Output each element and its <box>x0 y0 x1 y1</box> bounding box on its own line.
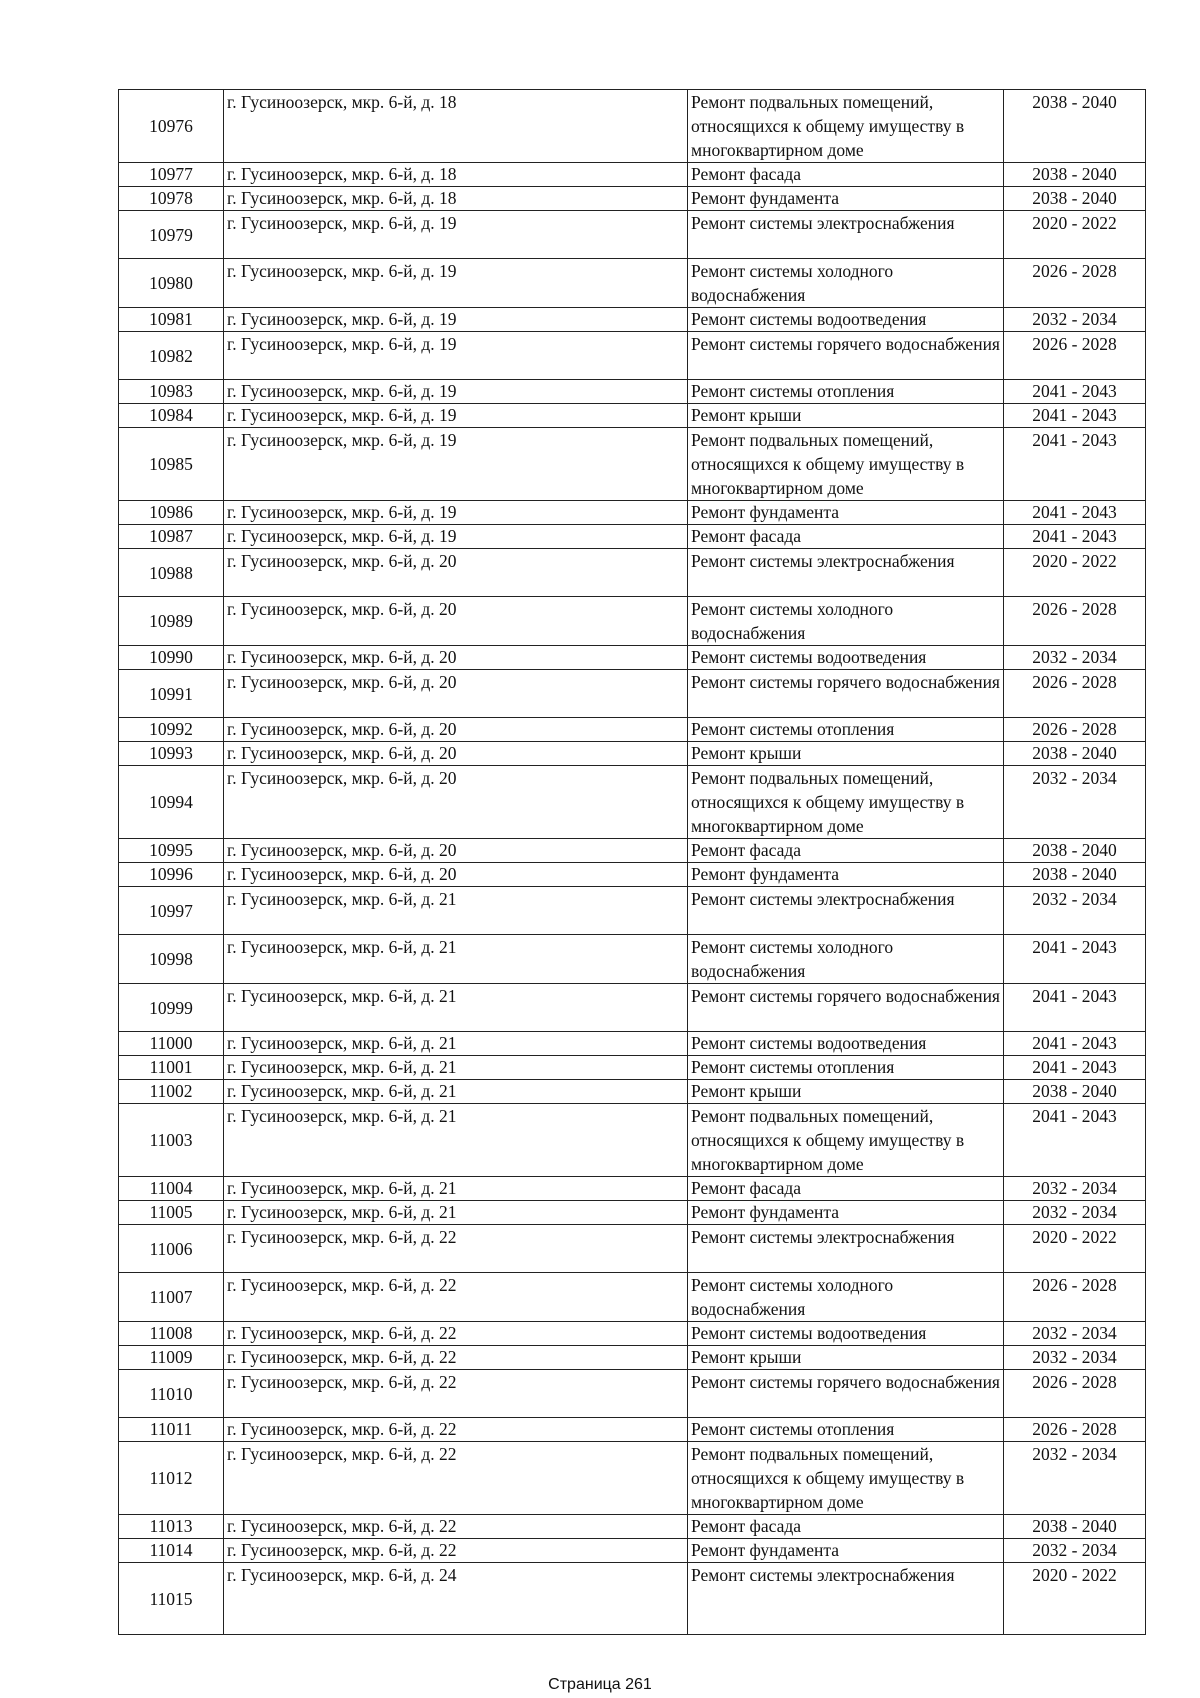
period-cell: 2026 - 2028 <box>1004 1370 1146 1418</box>
work-type-cell: Ремонт подвальных помещений, относящихся к общему имуществу в многоквартирном доме <box>688 428 1004 501</box>
row-number-cell: 10976 <box>119 90 224 163</box>
table-row <box>119 1177 1146 1201</box>
table-row <box>119 404 1146 428</box>
work-type-cell: Ремонт крыши <box>688 742 1004 766</box>
row-number-cell: 11006 <box>119 1225 224 1273</box>
work-type-cell: Ремонт подвальных помещений, относящихся к общему имуществу в многоквартирном доме <box>688 90 1004 163</box>
address-cell: г. Гусиноозерск, мкр. 6-й, д. 20 <box>224 597 688 646</box>
table-row <box>119 935 1146 984</box>
table-row <box>119 428 1146 501</box>
work-type-cell: Ремонт системы электроснабжения <box>688 211 1004 259</box>
table-row <box>119 1225 1146 1273</box>
address-cell: г. Гусиноозерск, мкр. 6-й, д. 19 <box>224 428 688 501</box>
work-type-cell: Ремонт системы водоотведения <box>688 308 1004 332</box>
row-number-cell: 10991 <box>119 670 224 718</box>
work-type-cell: Ремонт фундамента <box>688 863 1004 887</box>
row-number-cell: 10997 <box>119 887 224 935</box>
row-number-cell: 10977 <box>119 163 224 187</box>
work-type-cell: Ремонт системы горячего водоснабжения <box>688 984 1004 1032</box>
address-cell: г. Гусиноозерск, мкр. 6-й, д. 20 <box>224 863 688 887</box>
document-page <box>118 89 1146 1635</box>
period-cell: 2038 - 2040 <box>1004 839 1146 863</box>
work-type-cell: Ремонт системы холодного водоснабжения <box>688 1273 1004 1322</box>
period-cell: 2038 - 2040 <box>1004 187 1146 211</box>
row-number-cell: 11005 <box>119 1201 224 1225</box>
address-cell: г. Гусиноозерск, мкр. 6-й, д. 19 <box>224 404 688 428</box>
work-type-cell: Ремонт системы водоотведения <box>688 1032 1004 1056</box>
address-cell: г. Гусиноозерск, мкр. 6-й, д. 21 <box>224 1177 688 1201</box>
period-cell: 2038 - 2040 <box>1004 863 1146 887</box>
row-number-cell: 10979 <box>119 211 224 259</box>
period-cell: 2038 - 2040 <box>1004 742 1146 766</box>
table-row <box>119 863 1146 887</box>
address-cell: г. Гусиноозерск, мкр. 6-й, д. 22 <box>224 1225 688 1273</box>
work-type-cell: Ремонт системы электроснабжения <box>688 1225 1004 1273</box>
address-cell: г. Гусиноозерск, мкр. 6-й, д. 22 <box>224 1515 688 1539</box>
row-number-cell: 11015 <box>119 1563 224 1635</box>
table-row <box>119 163 1146 187</box>
address-cell: г. Гусиноозерск, мкр. 6-й, д. 21 <box>224 1104 688 1177</box>
period-cell: 2020 - 2022 <box>1004 1563 1146 1635</box>
address-cell: г. Гусиноозерск, мкр. 6-й, д. 18 <box>224 187 688 211</box>
table-row <box>119 501 1146 525</box>
address-cell: г. Гусиноозерск, мкр. 6-й, д. 22 <box>224 1539 688 1563</box>
period-cell: 2026 - 2028 <box>1004 332 1146 380</box>
period-cell: 2032 - 2034 <box>1004 1177 1146 1201</box>
address-cell: г. Гусиноозерск, мкр. 6-й, д. 22 <box>224 1370 688 1418</box>
address-cell: г. Гусиноозерск, мкр. 6-й, д. 21 <box>224 887 688 935</box>
work-type-cell: Ремонт системы холодного водоснабжения <box>688 259 1004 308</box>
work-type-cell: Ремонт системы отопления <box>688 1056 1004 1080</box>
period-cell: 2026 - 2028 <box>1004 259 1146 308</box>
table-row <box>119 211 1146 259</box>
address-cell: г. Гусиноозерск, мкр. 6-й, д. 20 <box>224 766 688 839</box>
period-cell: 2041 - 2043 <box>1004 380 1146 404</box>
row-number-cell: 10989 <box>119 597 224 646</box>
table-row <box>119 259 1146 308</box>
table-row <box>119 380 1146 404</box>
row-number-cell: 10995 <box>119 839 224 863</box>
row-number-cell: 10986 <box>119 501 224 525</box>
row-number-cell: 11007 <box>119 1273 224 1322</box>
period-cell: 2041 - 2043 <box>1004 1032 1146 1056</box>
work-type-cell: Ремонт системы отопления <box>688 1418 1004 1442</box>
page-footer: Страница 261 <box>548 1676 652 1693</box>
work-type-cell: Ремонт фасада <box>688 839 1004 863</box>
work-type-cell: Ремонт фундамента <box>688 1539 1004 1563</box>
row-number-cell: 11008 <box>119 1322 224 1346</box>
row-number-cell: 11002 <box>119 1080 224 1104</box>
work-type-cell: Ремонт фасада <box>688 1177 1004 1201</box>
period-cell: 2020 - 2022 <box>1004 549 1146 597</box>
repair-schedule-table <box>118 89 1146 1635</box>
period-cell: 2026 - 2028 <box>1004 1418 1146 1442</box>
row-number-cell: 10999 <box>119 984 224 1032</box>
period-cell: 2026 - 2028 <box>1004 670 1146 718</box>
work-type-cell: Ремонт системы электроснабжения <box>688 887 1004 935</box>
row-number-cell: 10992 <box>119 718 224 742</box>
row-number-cell: 11013 <box>119 1515 224 1539</box>
address-cell: г. Гусиноозерск, мкр. 6-й, д. 24 <box>224 1563 688 1635</box>
address-cell: г. Гусиноозерск, мкр. 6-й, д. 18 <box>224 90 688 163</box>
address-cell: г. Гусиноозерск, мкр. 6-й, д. 19 <box>224 308 688 332</box>
period-cell: 2041 - 2043 <box>1004 428 1146 501</box>
address-cell: г. Гусиноозерск, мкр. 6-й, д. 20 <box>224 670 688 718</box>
table-row <box>119 332 1146 380</box>
address-cell: г. Гусиноозерск, мкр. 6-й, д. 21 <box>224 1201 688 1225</box>
table-row <box>119 1539 1146 1563</box>
period-cell: 2041 - 2043 <box>1004 984 1146 1032</box>
row-number-cell: 11003 <box>119 1104 224 1177</box>
work-type-cell: Ремонт системы горячего водоснабжения <box>688 670 1004 718</box>
table-row <box>119 187 1146 211</box>
address-cell: г. Гусиноозерск, мкр. 6-й, д. 21 <box>224 1056 688 1080</box>
table-row <box>119 1273 1146 1322</box>
address-cell: г. Гусиноозерск, мкр. 6-й, д. 20 <box>224 839 688 863</box>
row-number-cell: 10996 <box>119 863 224 887</box>
address-cell: г. Гусиноозерск, мкр. 6-й, д. 19 <box>224 380 688 404</box>
work-type-cell: Ремонт фундамента <box>688 501 1004 525</box>
period-cell: 2038 - 2040 <box>1004 163 1146 187</box>
table-row <box>119 525 1146 549</box>
period-cell: 2041 - 2043 <box>1004 501 1146 525</box>
row-number-cell: 11004 <box>119 1177 224 1201</box>
address-cell: г. Гусиноозерск, мкр. 6-й, д. 21 <box>224 1080 688 1104</box>
row-number-cell: 10988 <box>119 549 224 597</box>
period-cell: 2032 - 2034 <box>1004 1201 1146 1225</box>
row-number-cell: 10990 <box>119 646 224 670</box>
table-row <box>119 1515 1146 1539</box>
table-row <box>119 1056 1146 1080</box>
address-cell: г. Гусиноозерск, мкр. 6-й, д. 22 <box>224 1418 688 1442</box>
work-type-cell: Ремонт системы электроснабжения <box>688 549 1004 597</box>
period-cell: 2038 - 2040 <box>1004 90 1146 163</box>
table-row <box>119 984 1146 1032</box>
work-type-cell: Ремонт фундамента <box>688 1201 1004 1225</box>
address-cell: г. Гусиноозерск, мкр. 6-й, д. 20 <box>224 646 688 670</box>
work-type-cell: Ремонт фундамента <box>688 187 1004 211</box>
period-cell: 2032 - 2034 <box>1004 1539 1146 1563</box>
address-cell: г. Гусиноозерск, мкр. 6-й, д. 22 <box>224 1273 688 1322</box>
work-type-cell: Ремонт фасада <box>688 163 1004 187</box>
period-cell: 2038 - 2040 <box>1004 1080 1146 1104</box>
row-number-cell: 11011 <box>119 1418 224 1442</box>
table-row <box>119 1032 1146 1056</box>
period-cell: 2020 - 2022 <box>1004 211 1146 259</box>
period-cell: 2026 - 2028 <box>1004 1273 1146 1322</box>
period-cell: 2032 - 2034 <box>1004 308 1146 332</box>
table-row <box>119 1104 1146 1177</box>
table-row <box>119 1080 1146 1104</box>
work-type-cell: Ремонт системы горячего водоснабжения <box>688 1370 1004 1418</box>
address-cell: г. Гусиноозерск, мкр. 6-й, д. 19 <box>224 501 688 525</box>
row-number-cell: 10998 <box>119 935 224 984</box>
table-row <box>119 1201 1146 1225</box>
work-type-cell: Ремонт системы холодного водоснабжения <box>688 597 1004 646</box>
work-type-cell: Ремонт подвальных помещений, относящихся к общему имуществу в многоквартирном доме <box>688 766 1004 839</box>
row-number-cell: 11000 <box>119 1032 224 1056</box>
period-cell: 2032 - 2034 <box>1004 646 1146 670</box>
row-number-cell: 10993 <box>119 742 224 766</box>
work-type-cell: Ремонт системы горячего водоснабжения <box>688 332 1004 380</box>
work-type-cell: Ремонт системы отопления <box>688 380 1004 404</box>
row-number-cell: 10994 <box>119 766 224 839</box>
address-cell: г. Гусиноозерск, мкр. 6-й, д. 21 <box>224 1032 688 1056</box>
address-cell: г. Гусиноозерск, мкр. 6-й, д. 21 <box>224 984 688 1032</box>
period-cell: 2026 - 2028 <box>1004 597 1146 646</box>
work-type-cell: Ремонт фасада <box>688 525 1004 549</box>
work-type-cell: Ремонт крыши <box>688 1080 1004 1104</box>
table-row <box>119 549 1146 597</box>
table-row <box>119 887 1146 935</box>
table-row <box>119 1563 1146 1635</box>
table-body <box>119 90 1146 1635</box>
row-number-cell: 10980 <box>119 259 224 308</box>
period-cell: 2032 - 2034 <box>1004 1322 1146 1346</box>
row-number-cell: 11009 <box>119 1346 224 1370</box>
address-cell: г. Гусиноозерск, мкр. 6-й, д. 22 <box>224 1442 688 1515</box>
period-cell: 2032 - 2034 <box>1004 766 1146 839</box>
table-row <box>119 718 1146 742</box>
period-cell: 2026 - 2028 <box>1004 718 1146 742</box>
address-cell: г. Гусиноозерск, мкр. 6-й, д. 19 <box>224 525 688 549</box>
address-cell: г. Гусиноозерск, мкр. 6-й, д. 22 <box>224 1322 688 1346</box>
work-type-cell: Ремонт фасада <box>688 1515 1004 1539</box>
work-type-cell: Ремонт системы отопления <box>688 718 1004 742</box>
row-number-cell: 10978 <box>119 187 224 211</box>
address-cell: г. Гусиноозерск, мкр. 6-й, д. 19 <box>224 332 688 380</box>
work-type-cell: Ремонт подвальных помещений, относящихся к общему имуществу в многоквартирном доме <box>688 1104 1004 1177</box>
table-row <box>119 597 1146 646</box>
period-cell: 2041 - 2043 <box>1004 1104 1146 1177</box>
work-type-cell: Ремонт системы электроснабжения <box>688 1563 1004 1635</box>
table-row <box>119 670 1146 718</box>
period-cell: 2032 - 2034 <box>1004 887 1146 935</box>
table-row <box>119 646 1146 670</box>
period-cell: 2032 - 2034 <box>1004 1442 1146 1515</box>
period-cell: 2041 - 2043 <box>1004 525 1146 549</box>
row-number-cell: 10982 <box>119 332 224 380</box>
row-number-cell: 11012 <box>119 1442 224 1515</box>
period-cell: 2041 - 2043 <box>1004 404 1146 428</box>
work-type-cell: Ремонт системы холодного водоснабжения <box>688 935 1004 984</box>
address-cell: г. Гусиноозерск, мкр. 6-й, д. 20 <box>224 549 688 597</box>
work-type-cell: Ремонт системы водоотведения <box>688 1322 1004 1346</box>
row-number-cell: 10981 <box>119 308 224 332</box>
table-row <box>119 766 1146 839</box>
work-type-cell: Ремонт системы водоотведения <box>688 646 1004 670</box>
period-cell: 2041 - 2043 <box>1004 1056 1146 1080</box>
period-cell: 2041 - 2043 <box>1004 935 1146 984</box>
address-cell: г. Гусиноозерск, мкр. 6-й, д. 18 <box>224 163 688 187</box>
row-number-cell: 10987 <box>119 525 224 549</box>
work-type-cell: Ремонт крыши <box>688 404 1004 428</box>
work-type-cell: Ремонт крыши <box>688 1346 1004 1370</box>
address-cell: г. Гусиноозерск, мкр. 6-й, д. 21 <box>224 935 688 984</box>
row-number-cell: 11001 <box>119 1056 224 1080</box>
address-cell: г. Гусиноозерск, мкр. 6-й, д. 20 <box>224 718 688 742</box>
row-number-cell: 11014 <box>119 1539 224 1563</box>
work-type-cell: Ремонт подвальных помещений, относящихся к общему имуществу в многоквартирном доме <box>688 1442 1004 1515</box>
address-cell: г. Гусиноозерск, мкр. 6-й, д. 20 <box>224 742 688 766</box>
table-row <box>119 1346 1146 1370</box>
table-row <box>119 308 1146 332</box>
address-cell: г. Гусиноозерск, мкр. 6-й, д. 19 <box>224 211 688 259</box>
address-cell: г. Гусиноозерск, мкр. 6-й, д. 22 <box>224 1346 688 1370</box>
table-row <box>119 839 1146 863</box>
row-number-cell: 11010 <box>119 1370 224 1418</box>
table-row <box>119 1442 1146 1515</box>
table-row <box>119 742 1146 766</box>
table-row <box>119 90 1146 163</box>
row-number-cell: 10983 <box>119 380 224 404</box>
table-row <box>119 1418 1146 1442</box>
row-number-cell: 10984 <box>119 404 224 428</box>
address-cell: г. Гусиноозерск, мкр. 6-й, д. 19 <box>224 259 688 308</box>
period-cell: 2020 - 2022 <box>1004 1225 1146 1273</box>
table-row <box>119 1322 1146 1346</box>
row-number-cell: 10985 <box>119 428 224 501</box>
period-cell: 2038 - 2040 <box>1004 1515 1146 1539</box>
period-cell: 2032 - 2034 <box>1004 1346 1146 1370</box>
table-row <box>119 1370 1146 1418</box>
